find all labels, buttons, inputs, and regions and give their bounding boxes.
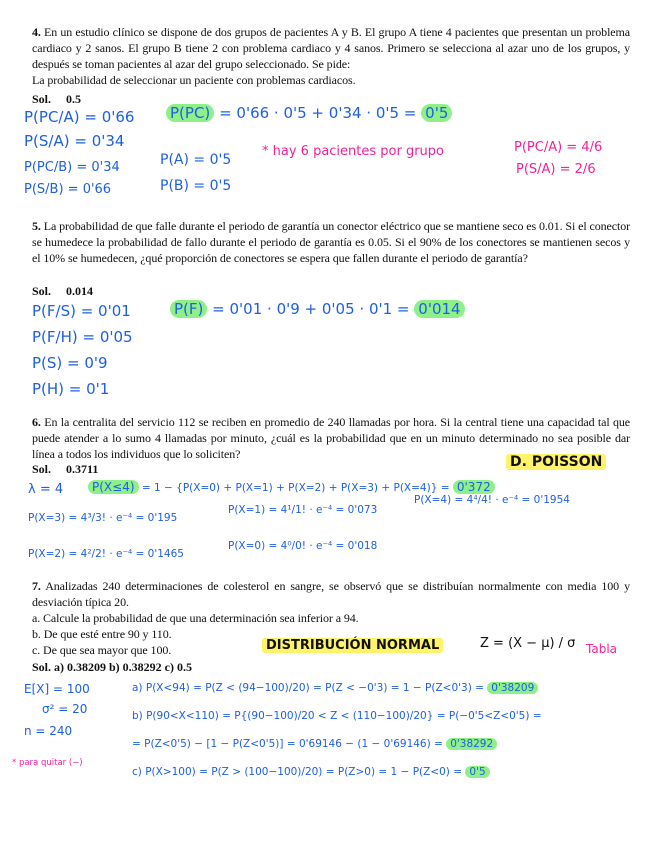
hw-p-x-4: P(X=4) = 4⁴/4! · e⁻⁴ = 0'1954 xyxy=(414,494,570,506)
solution-value: 0.014 xyxy=(66,284,94,298)
hw-p-x-le-4-expression: = 1 − {P(X=0) + P(X=1) + P(X=2) + P(X=3) + P(X=4)} = xyxy=(141,482,450,494)
hw-p-x-le-4 xyxy=(88,480,495,494)
highlight-p-pc-value: 0'5 xyxy=(421,104,452,122)
hw-tabla-note: Tabla xyxy=(586,642,618,656)
hw-part-c xyxy=(132,766,490,778)
problem-6-text: En la centralita del servicio 112 se reciben en promedio de 240 llamadas por hora. Si la central tiene una capacidad tal que puede atender a lo sumo 4 llamadas por minuto, ¿cuál es la probabilidad que en un minuto determinado no sea posible dar línea a todos los individuos que lo soliciten? xyxy=(32,415,631,461)
problem-7-solution: Sol. a) 0.38209 b) 0.38292 c) 0.5 xyxy=(32,660,192,674)
hw-p-pc-expression: = 0'66 · 0'5 + 0'34 · 0'5 = xyxy=(219,104,417,122)
hw-p-h: P(H) = 0'1 xyxy=(32,380,110,398)
problem-5-statement xyxy=(32,218,630,266)
highlight-poisson: D. POISSON xyxy=(506,454,606,470)
problem-4-solution xyxy=(32,92,81,107)
solution-value: 0.5 xyxy=(66,92,82,106)
problem-7-part-c: c. De que sea mayor que 100. xyxy=(32,643,172,657)
problem-7-text: Analizadas 240 determinaciones de colesterol en sangre, se observó que se distribuían normalmente con media 100 y desviación típica 20. xyxy=(32,579,630,609)
problem-6-number: 6. xyxy=(32,415,41,429)
hw-part-b-expression-2: = P(Z<0'5) − [1 − P(Z<0'5)] = 0'69146 − (1 − 0'69146) = xyxy=(132,738,443,750)
problem-4-number: 4. xyxy=(32,25,41,39)
hw-normal-label xyxy=(262,638,443,653)
hw-part-b-continued xyxy=(132,738,497,750)
hw-minus-note: * para quitar (−) xyxy=(12,758,83,768)
hw-p-x-0: P(X=0) = 4⁰/0! · e⁻⁴ = 0'018 xyxy=(228,540,378,552)
problem-4-statement xyxy=(32,24,630,88)
hw-z-formula: Z = (X − μ) / σ xyxy=(480,636,576,651)
hw-note-patients: * hay 6 pacientes por grupo xyxy=(262,144,445,159)
highlight-p-f-value: 0'014 xyxy=(414,300,464,318)
hw-p-x-3: P(X=3) = 4³/3! · e⁻⁴ = 0'195 xyxy=(28,512,178,524)
hw-p-x-1: P(X=1) = 4¹/1! · e⁻⁴ = 0'073 xyxy=(228,504,378,516)
highlight-p-x-le-4-value: 0'372 xyxy=(453,480,495,494)
hw-p-f-h: P(F/H) = 0'05 xyxy=(32,328,133,346)
highlight-normal: DISTRIBUCIÓN NORMAL xyxy=(262,638,443,653)
problem-5-text: La probabilidad de que falle durante el periodo de garantía un conector eléctrico que se mantiene seco es 0.01. Si el conector se humedece la probabilidad de fallo durante el periodo de garantía es 0.05. Si el 90% de los conectores se mantienen secos y el 10% se humedecen, ¿qué proporción de conectores se espera que fallen durante el periodo de garantía? xyxy=(32,219,630,265)
highlight-p-f: P(F) xyxy=(170,300,207,318)
hw-p-a: P(A) = 0'5 xyxy=(160,152,232,168)
hw-expected-value: E[X] = 100 xyxy=(24,682,90,696)
hw-poisson-label xyxy=(506,454,606,470)
hw-variance: σ² = 20 xyxy=(42,702,88,716)
problem-7-number: 7. xyxy=(32,579,41,593)
solution-label: Sol. xyxy=(32,92,52,106)
hw-lambda: λ = 4 xyxy=(28,482,64,497)
hw-p-pc-a: P(PC/A) = 0'66 xyxy=(24,108,135,126)
solution-value: 0.3711 xyxy=(66,462,99,476)
hw-p-s-b: P(S/B) = 0'66 xyxy=(24,182,112,197)
highlight-part-b-value: 0'38292 xyxy=(446,738,497,750)
hw-p-s-a: P(S/A) = 0'34 xyxy=(24,132,125,150)
problem-5-solution xyxy=(32,284,93,299)
solution-label: Sol. xyxy=(32,284,52,298)
highlight-p-pc: P(PC) xyxy=(166,104,214,122)
hw-p-f-expression: = 0'01 · 0'9 + 0'05 · 0'1 = xyxy=(212,300,410,318)
problem-7-part-a: a. Calcule la probabilidad de que una determinación sea inferior a 94. xyxy=(32,611,359,625)
hw-note-pc-a: P(PC/A) = 4/6 xyxy=(514,140,603,155)
hw-part-b-expression: b) P(90<X<110) = P{(90−100)/20 < Z < (110−100)/20} = P(−0'5<Z<0'5) = xyxy=(132,710,542,722)
hw-part-a-expression: a) P(X<94) = P(Z < (94−100)/20) = P(Z < −0'3) = 1 − P(Z<0'3) = xyxy=(132,682,484,694)
hw-p-b: P(B) = 0'5 xyxy=(160,178,232,194)
hw-part-b xyxy=(132,710,542,722)
hw-p-x-2: P(X=2) = 4²/2! · e⁻⁴ = 0'1465 xyxy=(28,548,184,560)
hw-p-f-result xyxy=(170,300,465,318)
highlight-part-a-value: 0'38209 xyxy=(487,682,538,694)
hw-p-pc-result xyxy=(166,104,452,122)
hw-p-pc-b: P(PC/B) = 0'34 xyxy=(24,160,120,175)
hw-p-f-s: P(F/S) = 0'01 xyxy=(32,302,131,320)
problem-4-question: La probabilidad de seleccionar un paciente con problemas cardiacos. xyxy=(32,73,356,87)
hw-part-c-expression: c) P(X>100) = P(Z > (100−100)/20) = P(Z>0) = 1 − P(Z<0) = xyxy=(132,766,463,778)
highlight-p-x-le-4: P(X≤4) xyxy=(88,480,139,494)
highlight-part-c-value: 0'5 xyxy=(465,766,489,778)
problem-5-number: 5. xyxy=(32,219,41,233)
hw-note-s-a: P(S/A) = 2/6 xyxy=(516,162,596,177)
problem-7-part-b: b. De que esté entre 90 y 110. xyxy=(32,627,172,641)
hw-part-a xyxy=(132,682,538,694)
problem-4-text: En un estudio clínico se dispone de dos grupos de pacientes A y B. El grupo A tiene 4 pacientes que presentan un problema cardiaco y 2 sanos. El grupo B tiene 2 con problema cardiaco y 4 sanos. Primero se selecciona al azar uno de los grupos, y después se toman pacientes al azar del grupo seleccionado. Se pide: xyxy=(32,25,630,71)
hw-n: n = 240 xyxy=(24,724,73,738)
solution-label: Sol. xyxy=(32,462,52,476)
hw-p-s: P(S) = 0'9 xyxy=(32,354,108,372)
problem-6-solution xyxy=(32,462,98,477)
